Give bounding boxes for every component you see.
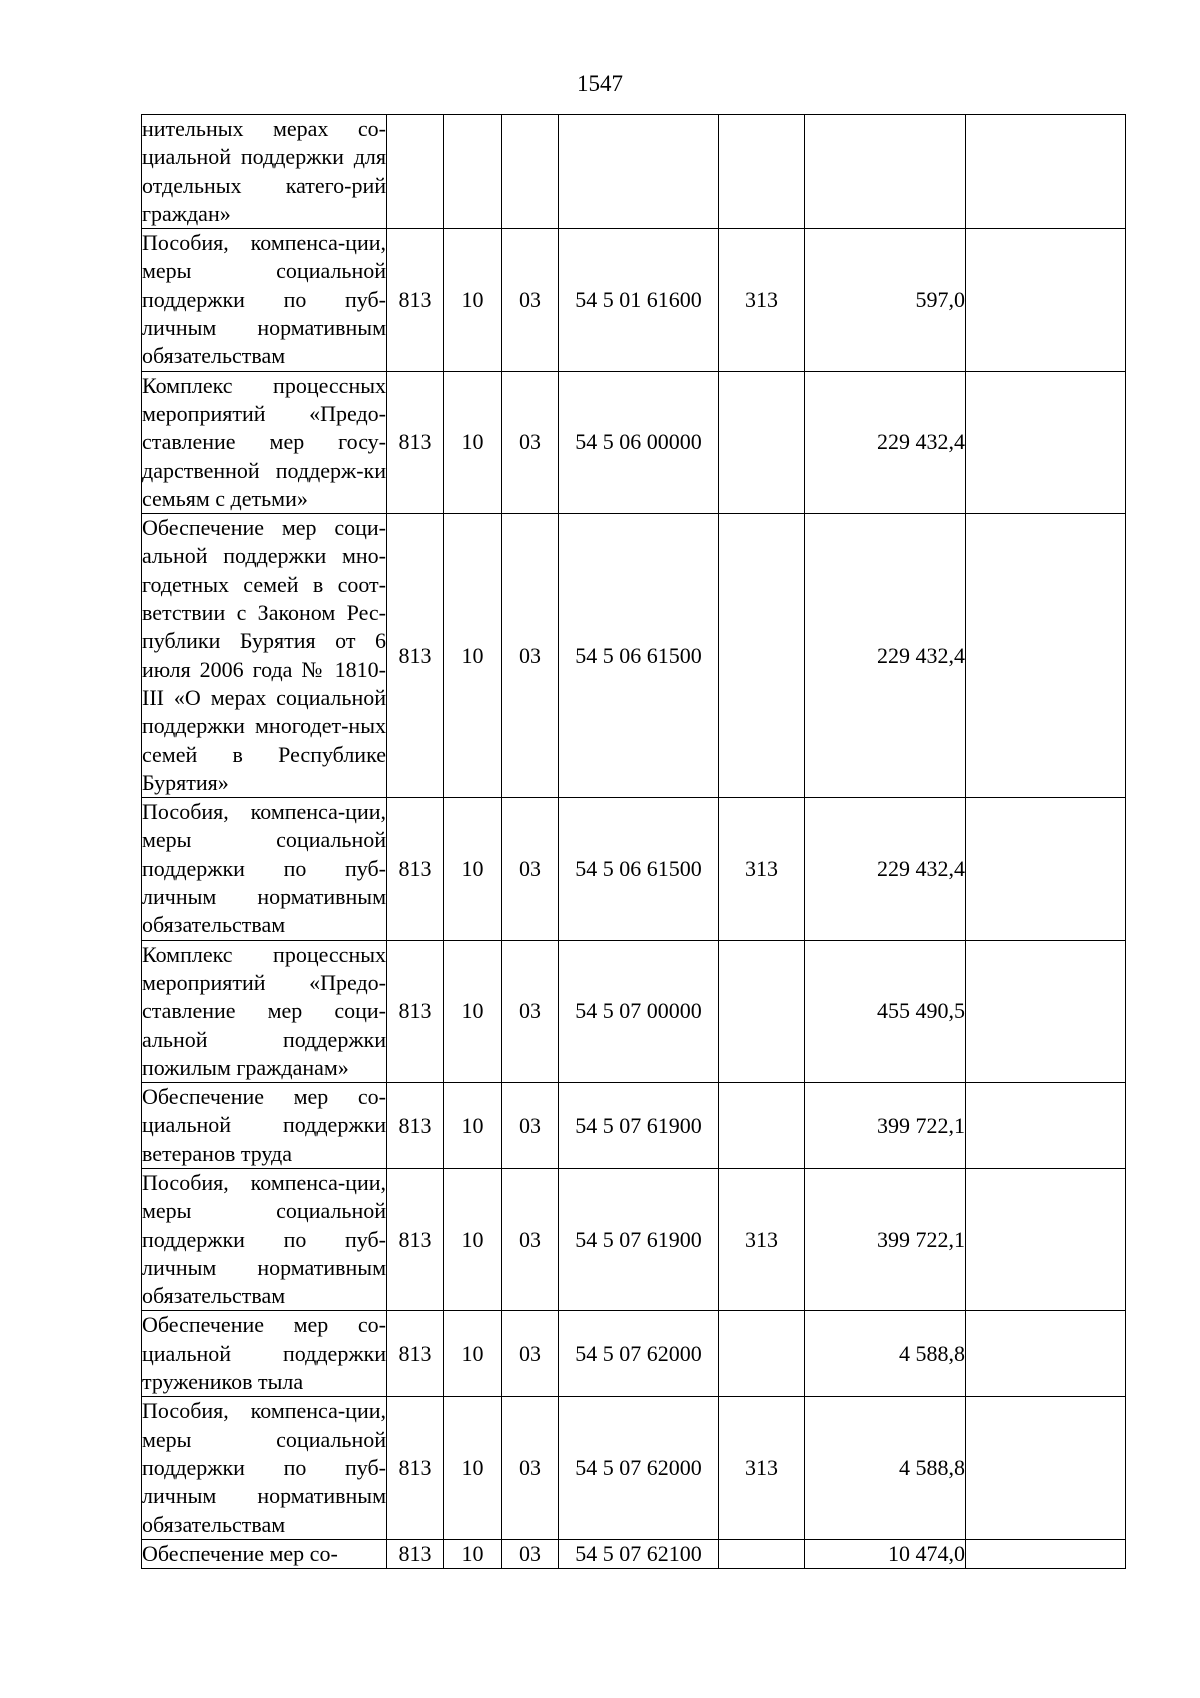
row-section: 10 [444, 798, 502, 940]
row-amount: 229 432,4 [805, 371, 966, 513]
row-expense-type: 313 [719, 229, 805, 371]
row-expense-type [719, 1539, 805, 1568]
row-section: 10 [444, 1168, 502, 1310]
row-grbs [387, 115, 444, 229]
row-grbs: 813 [387, 798, 444, 940]
row-extra [966, 1311, 1126, 1397]
row-target-article: 54 5 07 62000 [559, 1397, 719, 1539]
row-extra [966, 229, 1126, 371]
row-amount: 10 474,0 [805, 1539, 966, 1568]
row-expense-type [719, 1083, 805, 1169]
row-name: Пособия, компенса-ции, меры социальной поддержки по пуб-личным нормативным обязательствам [142, 1397, 387, 1539]
row-grbs: 813 [387, 940, 444, 1082]
row-subsection: 03 [502, 1539, 559, 1568]
row-extra [966, 514, 1126, 798]
row-section [444, 115, 502, 229]
row-subsection: 03 [502, 1397, 559, 1539]
table-row [142, 371, 1126, 513]
row-name: нительных мерах со-циальной поддержки для отдельных катего-рий граждан» [142, 115, 387, 229]
row-amount: 399 722,1 [805, 1083, 966, 1169]
row-amount: 597,0 [805, 229, 966, 371]
row-section: 10 [444, 514, 502, 798]
row-name: Обеспечение мер соци-альной поддержки мно-годетных семей в соот-ветствии с Законом Рес-публики Бурятия от 6 июля 2006 года № 1810-III «О мерах социальной поддержки многодет-ных семей в Республике Бурятия» [142, 514, 387, 798]
table-row [142, 229, 1126, 371]
row-section: 10 [444, 1397, 502, 1539]
row-target-article: 54 5 06 00000 [559, 371, 719, 513]
row-subsection: 03 [502, 1083, 559, 1169]
row-extra [966, 798, 1126, 940]
table-row [142, 514, 1126, 798]
row-subsection: 03 [502, 514, 559, 798]
row-target-article [559, 115, 719, 229]
row-target-article: 54 5 07 61900 [559, 1083, 719, 1169]
row-subsection: 03 [502, 1311, 559, 1397]
row-expense-type: 313 [719, 1168, 805, 1310]
row-amount: 4 588,8 [805, 1311, 966, 1397]
row-expense-type [719, 940, 805, 1082]
row-name: Комплекс процессных мероприятий «Предо-ставление мер соци-альной поддержки пожилым гражданам» [142, 940, 387, 1082]
row-expense-type [719, 371, 805, 513]
row-section: 10 [444, 229, 502, 371]
table-row [142, 115, 1126, 229]
row-extra [966, 115, 1126, 229]
row-name: Пособия, компенса-ции, меры социальной поддержки по пуб-личным нормативным обязательствам [142, 1168, 387, 1310]
row-extra [966, 1397, 1126, 1539]
table-row [142, 1311, 1126, 1397]
row-amount: 4 588,8 [805, 1397, 966, 1539]
row-subsection: 03 [502, 798, 559, 940]
budget-table [141, 114, 1126, 1569]
row-section: 10 [444, 1083, 502, 1169]
row-expense-type: 313 [719, 1397, 805, 1539]
row-grbs: 813 [387, 1311, 444, 1397]
row-extra [966, 1539, 1126, 1568]
row-target-article: 54 5 07 61900 [559, 1168, 719, 1310]
row-name: Обеспечение мер со- [142, 1539, 387, 1568]
row-grbs: 813 [387, 371, 444, 513]
row-target-article: 54 5 07 62100 [559, 1539, 719, 1568]
row-amount: 229 432,4 [805, 514, 966, 798]
row-subsection: 03 [502, 940, 559, 1082]
row-name: Комплекс процессных мероприятий «Предо-ставление мер госу-дарственной поддерж-ки семьям с детьми» [142, 371, 387, 513]
row-target-article: 54 5 06 61500 [559, 798, 719, 940]
table-row [142, 1168, 1126, 1310]
row-grbs: 813 [387, 229, 444, 371]
row-target-article: 54 5 01 61600 [559, 229, 719, 371]
table-row [142, 1083, 1126, 1169]
row-section: 10 [444, 1539, 502, 1568]
row-grbs: 813 [387, 1397, 444, 1539]
row-extra [966, 1083, 1126, 1169]
row-name: Пособия, компенса-ции, меры социальной поддержки по пуб-личным нормативным обязательствам [142, 229, 387, 371]
row-subsection: 03 [502, 371, 559, 513]
row-expense-type [719, 514, 805, 798]
row-target-article: 54 5 06 61500 [559, 514, 719, 798]
row-extra [966, 371, 1126, 513]
row-subsection [502, 115, 559, 229]
row-extra [966, 1168, 1126, 1310]
row-section: 10 [444, 940, 502, 1082]
row-amount: 229 432,4 [805, 798, 966, 940]
page-number: 1547 [577, 71, 623, 96]
row-name: Обеспечение мер со-циальной поддержки ветеранов труда [142, 1083, 387, 1169]
row-target-article: 54 5 07 62000 [559, 1311, 719, 1397]
row-grbs: 813 [387, 1168, 444, 1310]
row-name: Обеспечение мер со-циальной поддержки тружеников тыла [142, 1311, 387, 1397]
table-row [142, 1397, 1126, 1539]
row-section: 10 [444, 371, 502, 513]
table-row [142, 798, 1126, 940]
row-expense-type [719, 1311, 805, 1397]
row-extra [966, 940, 1126, 1082]
table-row [142, 940, 1126, 1082]
row-expense-type [719, 115, 805, 229]
row-amount: 455 490,5 [805, 940, 966, 1082]
table-row [142, 1539, 1126, 1568]
row-subsection: 03 [502, 1168, 559, 1310]
row-section: 10 [444, 1311, 502, 1397]
row-target-article: 54 5 07 00000 [559, 940, 719, 1082]
row-grbs: 813 [387, 514, 444, 798]
row-grbs: 813 [387, 1083, 444, 1169]
row-name: Пособия, компенса-ции, меры социальной поддержки по пуб-личным нормативным обязательствам [142, 798, 387, 940]
row-amount: 399 722,1 [805, 1168, 966, 1310]
row-expense-type: 313 [719, 798, 805, 940]
row-grbs: 813 [387, 1539, 444, 1568]
row-subsection: 03 [502, 229, 559, 371]
row-amount [805, 115, 966, 229]
